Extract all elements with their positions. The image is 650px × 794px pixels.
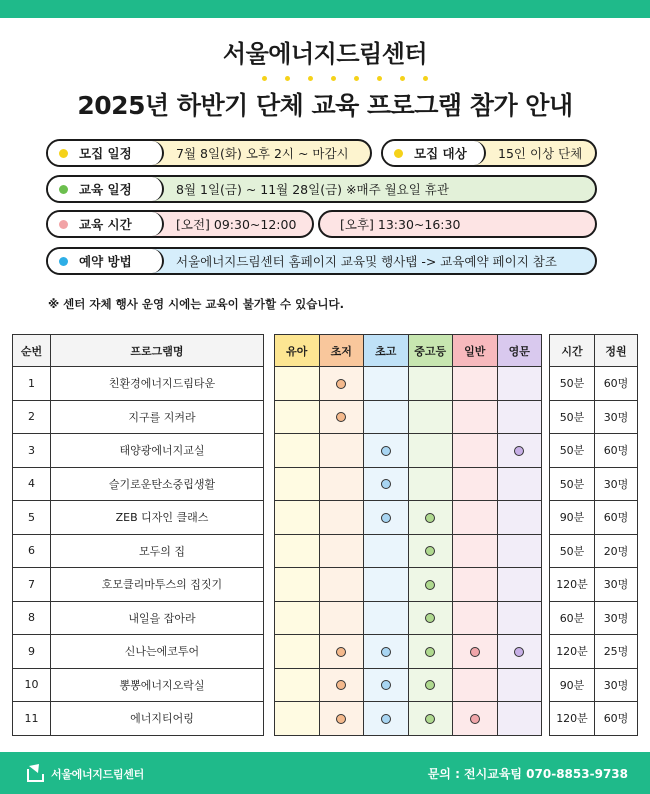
table-row bbox=[13, 434, 264, 468]
circle-mark-icon bbox=[381, 714, 391, 724]
table-row bbox=[550, 367, 638, 401]
group-cell bbox=[497, 434, 542, 468]
row-number: 2 bbox=[13, 400, 51, 434]
target-group-table bbox=[274, 334, 542, 736]
group-cell bbox=[408, 367, 453, 401]
top-accent-bar bbox=[0, 0, 650, 18]
group-cell bbox=[364, 434, 409, 468]
group-cell bbox=[319, 635, 364, 669]
table-row bbox=[275, 400, 542, 434]
program-name: 태양광에너지교실 bbox=[51, 434, 264, 468]
footer-logo-text: 서울에너지드림센터 bbox=[51, 768, 144, 781]
program-time: 60분 bbox=[550, 601, 595, 635]
green-dot-icon bbox=[59, 185, 68, 194]
col-header-no: 순번 bbox=[13, 335, 51, 367]
group-cell bbox=[408, 568, 453, 602]
row-number: 5 bbox=[13, 501, 51, 535]
circle-mark-icon bbox=[336, 680, 346, 690]
program-time: 120분 bbox=[550, 702, 595, 736]
program-time: 50분 bbox=[550, 400, 595, 434]
group-cell bbox=[275, 534, 320, 568]
program-capacity: 30명 bbox=[595, 568, 638, 602]
program-capacity: 30명 bbox=[595, 400, 638, 434]
yellow-dot-icon bbox=[59, 149, 68, 158]
program-capacity: 30명 bbox=[595, 668, 638, 702]
recruit-target-value: 15인 이상 단체 bbox=[498, 146, 583, 161]
circle-mark-icon bbox=[381, 647, 391, 657]
program-name: ZEB 디자인 클래스 bbox=[51, 501, 264, 535]
circle-mark-icon bbox=[336, 714, 346, 724]
circle-mark-icon bbox=[470, 647, 480, 657]
group-cell bbox=[319, 702, 364, 736]
table-row bbox=[13, 601, 264, 635]
edu-time-am-pill bbox=[46, 210, 314, 238]
table-row bbox=[550, 534, 638, 568]
col-header-group: 중고등 bbox=[408, 335, 453, 367]
group-cell bbox=[275, 568, 320, 602]
group-cell bbox=[364, 534, 409, 568]
edu-period-value: 8월 1일(금) ~ 11월 28일(금) ※매주 월요일 휴관 bbox=[176, 182, 449, 197]
dreamcenter-logo-icon bbox=[26, 764, 46, 782]
col-header-name: 프로그램명 bbox=[51, 335, 264, 367]
group-cell bbox=[364, 400, 409, 434]
group-cell bbox=[408, 702, 453, 736]
group-cell bbox=[319, 367, 364, 401]
group-cell bbox=[408, 635, 453, 669]
group-cell bbox=[497, 601, 542, 635]
group-cell bbox=[497, 668, 542, 702]
group-cell bbox=[497, 400, 542, 434]
group-cell bbox=[453, 501, 498, 535]
table-row bbox=[275, 434, 542, 468]
program-name: 슬기로운탄소중립생활 bbox=[51, 467, 264, 501]
col-header-group: 영문 bbox=[497, 335, 542, 367]
edu-period-label: 교육 일정 bbox=[79, 182, 132, 197]
group-cell bbox=[319, 568, 364, 602]
group-cell bbox=[364, 635, 409, 669]
group-cell bbox=[364, 601, 409, 635]
col-header-group: 초고 bbox=[364, 335, 409, 367]
footer-contact: 문의 : 전시교육팀 070-8853-9738 bbox=[427, 767, 628, 781]
group-cell bbox=[275, 702, 320, 736]
table-row bbox=[550, 635, 638, 669]
group-cell bbox=[275, 668, 320, 702]
table-row bbox=[550, 668, 638, 702]
program-capacity: 60명 bbox=[595, 501, 638, 535]
reserve-method-value: 서울에너지드림센터 홈페이지 교육및 행사탭 -> 교육예약 페이지 참조 bbox=[176, 254, 557, 269]
program-capacity: 25명 bbox=[595, 635, 638, 669]
recruit-target-pill bbox=[381, 139, 597, 167]
col-header-group: 초저 bbox=[319, 335, 364, 367]
group-cell bbox=[453, 434, 498, 468]
group-cell bbox=[319, 668, 364, 702]
pink-dot-icon bbox=[59, 220, 68, 229]
program-capacity: 20명 bbox=[595, 534, 638, 568]
table-row bbox=[13, 501, 264, 535]
group-cell bbox=[319, 467, 364, 501]
col-header-capacity: 정원 bbox=[595, 335, 638, 367]
circle-mark-icon bbox=[425, 513, 435, 523]
program-capacity: 60명 bbox=[595, 702, 638, 736]
group-cell bbox=[364, 702, 409, 736]
program-name: 에너지티어링 bbox=[51, 702, 264, 736]
group-cell bbox=[364, 568, 409, 602]
circle-mark-icon bbox=[336, 379, 346, 389]
group-cell bbox=[497, 467, 542, 501]
circle-mark-icon bbox=[425, 714, 435, 724]
table-row bbox=[13, 400, 264, 434]
row-number: 3 bbox=[13, 434, 51, 468]
table-row bbox=[275, 668, 542, 702]
program-capacity: 30명 bbox=[595, 467, 638, 501]
program-time: 50분 bbox=[550, 367, 595, 401]
col-header-group: 유아 bbox=[275, 335, 320, 367]
group-cell bbox=[497, 501, 542, 535]
group-cell bbox=[275, 467, 320, 501]
row-number: 4 bbox=[13, 467, 51, 501]
group-cell bbox=[497, 702, 542, 736]
group-cell bbox=[453, 367, 498, 401]
yellow-dot-icon bbox=[394, 149, 403, 158]
circle-mark-icon bbox=[336, 412, 346, 422]
table-row bbox=[13, 568, 264, 602]
table-row bbox=[13, 635, 264, 669]
program-name: 뽕뽕에너지오락실 bbox=[51, 668, 264, 702]
edu-time-pm-value: [오후] 13:30~16:30 bbox=[340, 217, 461, 232]
circle-mark-icon bbox=[381, 446, 391, 456]
circle-mark-icon bbox=[381, 479, 391, 489]
group-cell bbox=[453, 400, 498, 434]
table-row bbox=[13, 702, 264, 736]
program-time: 50분 bbox=[550, 467, 595, 501]
program-time: 50분 bbox=[550, 434, 595, 468]
program-capacity: 30명 bbox=[595, 601, 638, 635]
table-row bbox=[275, 367, 542, 401]
group-cell bbox=[275, 400, 320, 434]
group-cell bbox=[453, 702, 498, 736]
group-cell bbox=[453, 568, 498, 602]
circle-mark-icon bbox=[336, 647, 346, 657]
table-row bbox=[550, 467, 638, 501]
program-name-table bbox=[12, 334, 264, 736]
circle-mark-icon bbox=[425, 647, 435, 657]
row-number: 9 bbox=[13, 635, 51, 669]
program-name: 친환경에너지드림타운 bbox=[51, 367, 264, 401]
program-capacity: 60명 bbox=[595, 367, 638, 401]
reserve-method-pill bbox=[46, 247, 597, 275]
program-name: 호모클리마투스의 집짓기 bbox=[51, 568, 264, 602]
table-row bbox=[275, 635, 542, 669]
blue-dot-icon bbox=[59, 257, 68, 266]
footer-bar bbox=[0, 752, 650, 794]
group-cell bbox=[453, 601, 498, 635]
circle-mark-icon bbox=[381, 513, 391, 523]
table-row bbox=[13, 367, 264, 401]
table-row bbox=[550, 400, 638, 434]
group-cell bbox=[364, 501, 409, 535]
group-cell bbox=[275, 367, 320, 401]
group-cell bbox=[319, 501, 364, 535]
row-number: 11 bbox=[13, 702, 51, 736]
recruit-period-value: 7월 8일(화) 오후 2시 ~ 마감시 bbox=[176, 146, 349, 161]
row-number: 1 bbox=[13, 367, 51, 401]
program-time: 120분 bbox=[550, 568, 595, 602]
circle-mark-icon bbox=[381, 680, 391, 690]
edu-time-label: 교육 시간 bbox=[79, 217, 132, 232]
table-row bbox=[275, 601, 542, 635]
group-cell bbox=[408, 400, 453, 434]
group-cell bbox=[453, 635, 498, 669]
group-cell bbox=[364, 668, 409, 702]
table-row bbox=[13, 467, 264, 501]
group-cell bbox=[408, 534, 453, 568]
recruit-period-pill bbox=[46, 139, 372, 167]
circle-mark-icon bbox=[425, 680, 435, 690]
recruit-target-label: 모집 대상 bbox=[414, 146, 467, 161]
table-row bbox=[550, 434, 638, 468]
table-row bbox=[13, 534, 264, 568]
group-cell bbox=[319, 400, 364, 434]
group-cell bbox=[319, 434, 364, 468]
recruit-period-label: 모집 일정 bbox=[79, 146, 132, 161]
table-row bbox=[275, 467, 542, 501]
group-cell bbox=[497, 635, 542, 669]
edu-period-pill bbox=[46, 175, 597, 203]
circle-mark-icon bbox=[425, 580, 435, 590]
table-row bbox=[275, 534, 542, 568]
org-name: 서울에너지드림센터 bbox=[222, 40, 428, 68]
program-name: 모두의 집 bbox=[51, 534, 264, 568]
table-row bbox=[275, 501, 542, 535]
group-cell bbox=[497, 367, 542, 401]
group-cell bbox=[453, 534, 498, 568]
edu-time-pm-pill bbox=[318, 210, 597, 238]
table-row bbox=[550, 702, 638, 736]
group-cell bbox=[319, 534, 364, 568]
col-header-group: 일반 bbox=[453, 335, 498, 367]
program-name: 신나는에코투어 bbox=[51, 635, 264, 669]
program-name: 내일을 잡아라 bbox=[51, 601, 264, 635]
table-row bbox=[13, 668, 264, 702]
group-cell bbox=[364, 467, 409, 501]
group-cell bbox=[364, 367, 409, 401]
program-name: 지구를 지켜라 bbox=[51, 400, 264, 434]
group-cell bbox=[453, 668, 498, 702]
edu-time-am-value: [오전] 09:30~12:00 bbox=[176, 217, 297, 232]
group-cell bbox=[275, 434, 320, 468]
time-capacity-table bbox=[549, 334, 638, 736]
group-cell bbox=[319, 601, 364, 635]
group-cell bbox=[497, 534, 542, 568]
table-row bbox=[275, 702, 542, 736]
program-capacity: 60명 bbox=[595, 434, 638, 468]
table-row bbox=[550, 568, 638, 602]
group-cell bbox=[408, 467, 453, 501]
row-number: 10 bbox=[13, 668, 51, 702]
col-header-time: 시간 bbox=[550, 335, 595, 367]
program-time: 90분 bbox=[550, 501, 595, 535]
page-title: 2025년 하반기 단체 교육 프로그램 참가 안내 bbox=[77, 91, 573, 120]
group-cell bbox=[453, 467, 498, 501]
group-cell bbox=[408, 668, 453, 702]
table-row bbox=[550, 501, 638, 535]
group-cell bbox=[408, 434, 453, 468]
group-cell bbox=[275, 601, 320, 635]
program-time: 120분 bbox=[550, 635, 595, 669]
row-number: 6 bbox=[13, 534, 51, 568]
circle-mark-icon bbox=[514, 446, 524, 456]
table-row bbox=[275, 568, 542, 602]
group-cell bbox=[275, 501, 320, 535]
group-cell bbox=[497, 568, 542, 602]
circle-mark-icon bbox=[425, 546, 435, 556]
notice-text: ※ 센터 자체 행사 운영 시에는 교육이 불가할 수 있습니다. bbox=[48, 297, 344, 311]
program-time: 90분 bbox=[550, 668, 595, 702]
circle-mark-icon bbox=[470, 714, 480, 724]
circle-mark-icon bbox=[514, 647, 524, 657]
group-cell bbox=[408, 501, 453, 535]
group-cell bbox=[275, 635, 320, 669]
row-number: 7 bbox=[13, 568, 51, 602]
program-time: 50분 bbox=[550, 534, 595, 568]
table-row bbox=[550, 601, 638, 635]
circle-mark-icon bbox=[425, 613, 435, 623]
decorative-dots bbox=[262, 76, 428, 81]
row-number: 8 bbox=[13, 601, 51, 635]
reserve-method-label: 예약 방법 bbox=[79, 254, 132, 269]
group-cell bbox=[408, 601, 453, 635]
